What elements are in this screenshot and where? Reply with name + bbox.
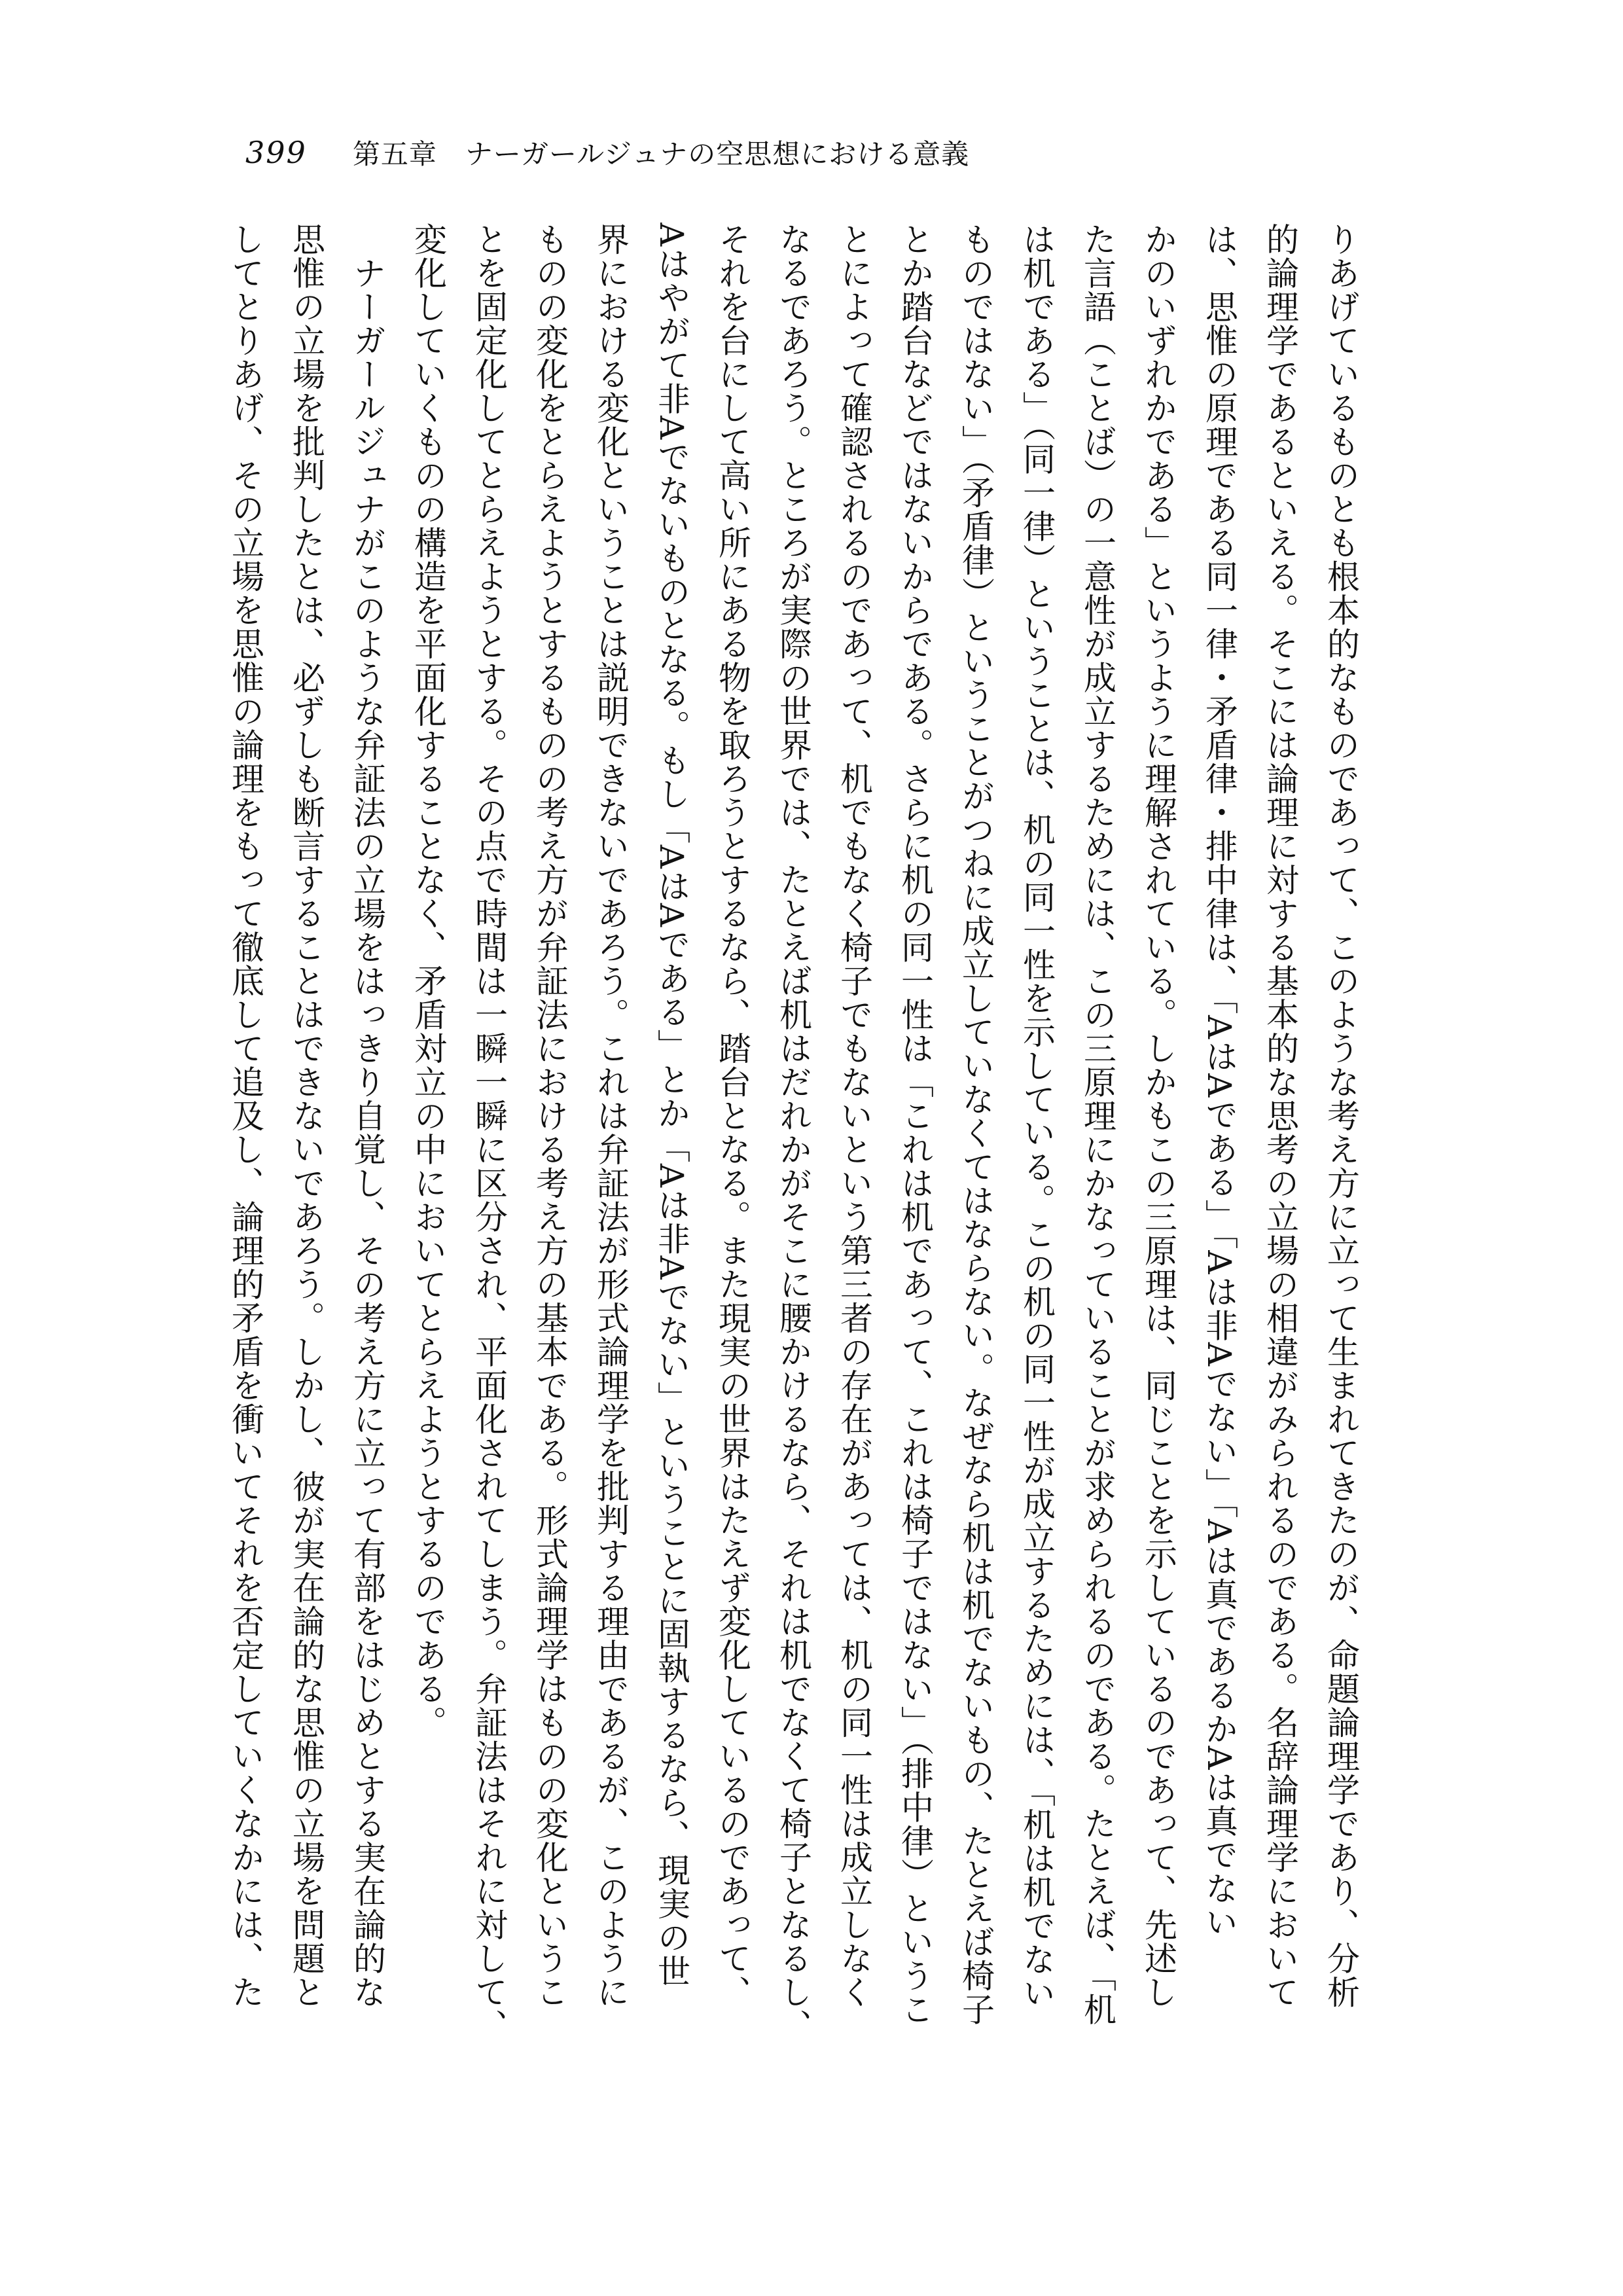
text-line: Aはやがて非Aでないものとなる。もし「AはAである」とか「Aは非Aでない」ということに固執するなら、現実の世	[652, 223, 690, 1988]
text-line: それを台にして高い所にある物を取ろうとするなら、踏台となる。また現実の世界はたえず変化しているのであって、	[713, 223, 751, 2009]
text-line: かのいずれかである」というように理解されている。しかもこの三原理は、同じことを示しているのであって、先述し	[1139, 223, 1177, 2009]
text-line: とによって確認されるのであって、机でもなく椅子でもないという第三者の存在があっては、机の同一性は成立しなく	[835, 223, 873, 2009]
text-line: りあげているものとも根本的なものであって、このような考え方に立って生まれてきたのが、命題論理学であり、分析	[1322, 223, 1360, 2009]
text-line: は机である」（同一律）ということは、机の同一性を示している。この机の同一性が成立するためには、「机は机でない	[1018, 223, 1056, 2010]
vertical-body-text	[215, 223, 1371, 2055]
text-line: してとりあげ、その立場を思惟の論理をもって徹底して追及し、論理的矛盾を衝いてそれを否定していくなかには、た	[226, 223, 264, 2009]
page-header	[245, 130, 969, 175]
text-line: 的論理学であるといえる。そこには論理に対する基本的な思考の立場の相違がみられるのである。名辞論理学において	[1261, 223, 1299, 2009]
text-line: なるであろう。ところが実際の世界では、たとえば机はだれかがそこに腰かけるなら、それは机でなくて椅子となるし、	[774, 223, 812, 2043]
text-line: ナーガールジュナがこのような弁証法の立場をはっきり自覚し、その考え方に立って有部をはじめとする実在論的な	[348, 223, 386, 2009]
text-line: とか踏台などではないからである。さらに机の同一性は「これは机であって、これは椅子ではない」（排中律）というこ	[896, 223, 934, 2026]
text-line: 変化していくものの構造を平面化することなく、矛盾対立の中においてとらえようとするのである。	[409, 223, 447, 1740]
page-number: 399	[245, 135, 307, 170]
text-line: は、思惟の原理である同一律・矛盾律・排中律は、「AはAである」「Aは非Aでない」「Aは真であるかAは真でない	[1200, 223, 1238, 1939]
text-line: た言語（ことば）の一意性が成立するためには、この三原理にかなっていることが求められるのである。たとえば、「机	[1079, 223, 1116, 2026]
running-title: 第五章 ナーガールジュナの空思想における意義	[352, 138, 970, 170]
text-line: 思惟の立場を批判したとは、必ずしも断言することはできないであろう。しかし、彼が実在論的な思惟の立場を問題と	[287, 223, 325, 2009]
text-line: ものの変化をとらえようとするものの考え方が弁証法における考え方の基本である。形式論理学はものの変化というこ	[531, 223, 569, 2009]
text-line: とを固定化してとらえようとする。その点で時間は一瞬一瞬に区分され、平面化されてしまう。弁証法はそれに対して、	[470, 223, 508, 2043]
text-line: 界における変化ということは説明できないであろう。これは弁証法が形式論理学を批判する理由であるが、このように	[592, 223, 630, 2009]
text-line: ものではない」（矛盾律）ということがつねに成立していなくてはならない。なぜなら机は机でないもの、たとえば椅子	[957, 223, 995, 2026]
